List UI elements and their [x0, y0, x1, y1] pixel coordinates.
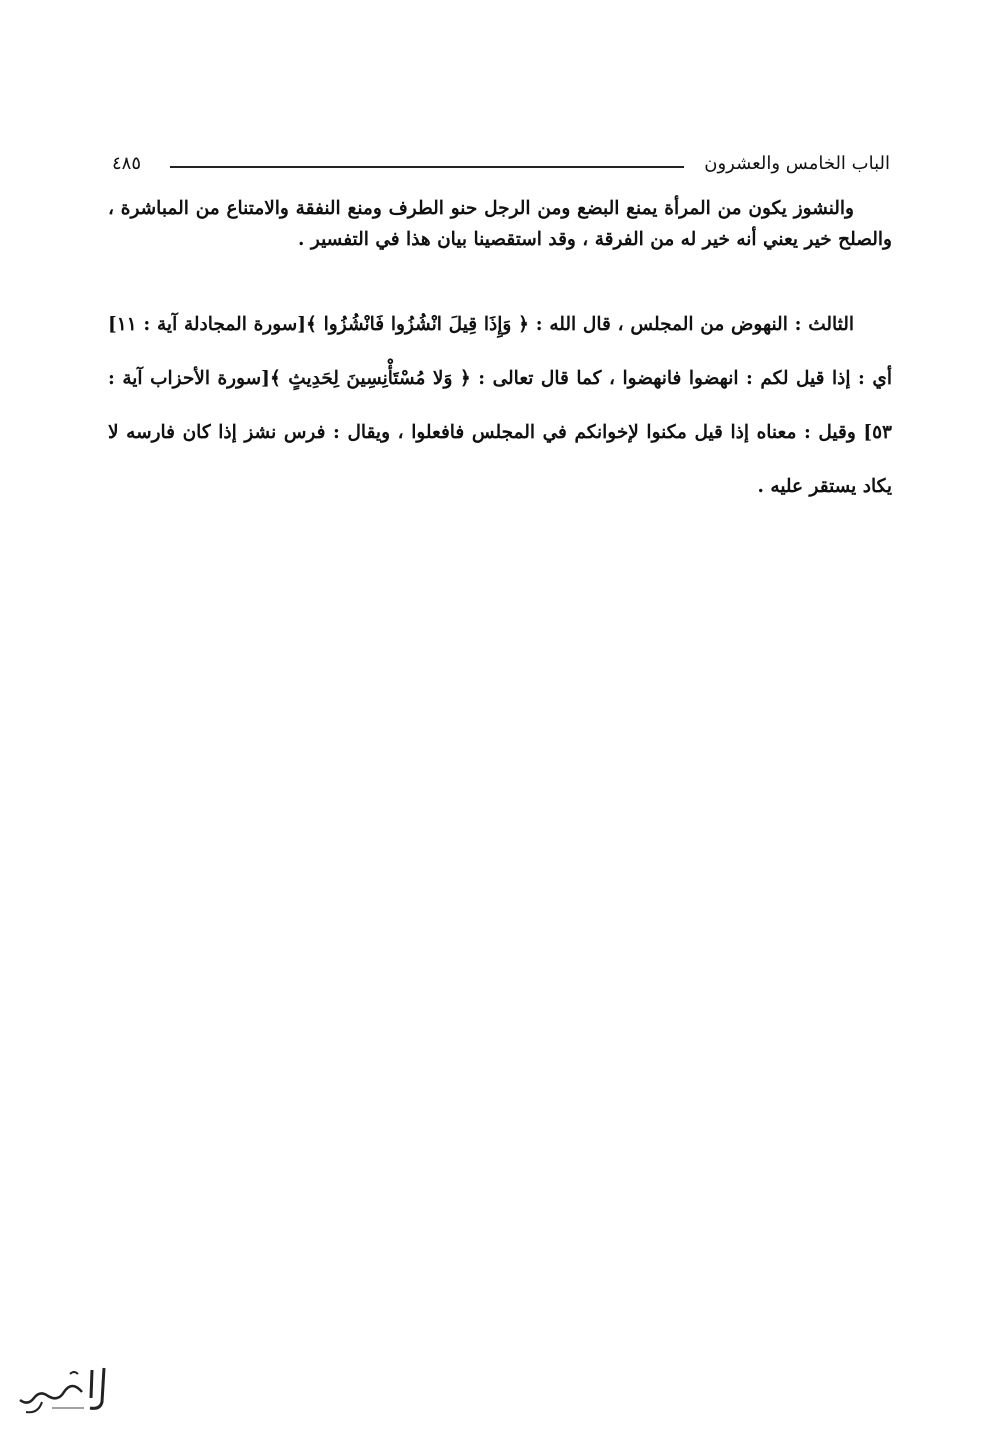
paragraph-text: [سورة المجادلة آية : ١١] أي : إذا قيل لكم : انهضوا فانهضوا ، كما قال تعالى : — [108, 314, 893, 389]
paragraph-third — [108, 298, 892, 514]
header-rule — [170, 166, 684, 168]
paragraph-text: الثالث : النهوض من المجلس ، قال الله : — [528, 314, 854, 335]
paragraph-text: والنشوز يكون من المرأة يمنع البضع ومن الرجل حنو الطرف ومنع النفقة والامتناع من المباشرة ، والصلح خير يعني أنه خير له من الفرقة ، وقد استقصينا بيان هذا في التفسير . — [108, 198, 892, 250]
page-number: ٤٨٥ — [112, 153, 142, 174]
quran-verse: ﴿ وَلا مُسْتَأْنِسِينَ لِحَدِيثٍ ﴾ — [269, 368, 471, 389]
chapter-title: الباب الخامس والعشرون — [704, 153, 890, 174]
publisher-logo — [12, 1362, 112, 1420]
paragraph-text: [سورة الأحزاب آية : ٥٣] وقيل : معناه إذا قيل مكنوا لإخوانكم في المجلس فافعلوا ، ويقال : فرس نشز إذا كان فارسه لا يكاد يستقر عليه . — [108, 368, 892, 497]
paragraph-nushuz — [108, 193, 892, 255]
running-header — [112, 152, 890, 180]
quran-verse: ﴿ وَإِذَا قِيلَ انْشُزُوا فَانْشُزُوا ﴾ — [306, 314, 529, 335]
